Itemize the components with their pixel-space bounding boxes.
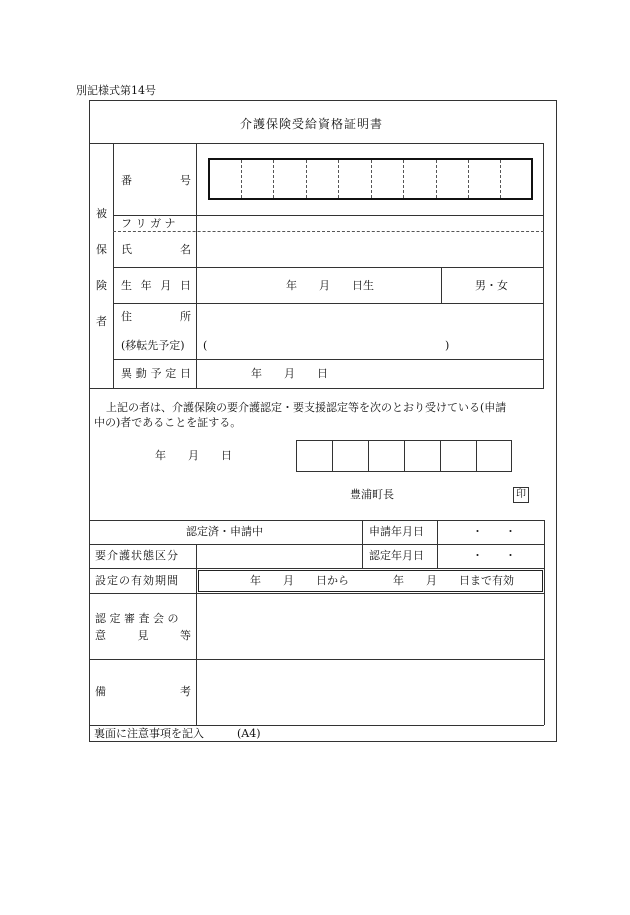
remarks-label: 備 考 <box>95 685 191 698</box>
move-date-label: 異 動 予 定 日 <box>121 367 191 380</box>
status-certified-applying[interactable]: 認定済・申請中 <box>186 525 263 538</box>
relocation-open: ( <box>203 339 208 352</box>
relocation-close: ) <box>445 339 450 352</box>
validity-value[interactable]: 年 月 日から 年 月 日まで有効 <box>250 574 514 587</box>
birthdate-value[interactable]: 年 月 日生 <box>286 279 374 292</box>
application-date-label: 申請年月日 <box>369 525 424 538</box>
review-opinion-label-line2: 意 見 等 <box>95 629 191 642</box>
furigana-input[interactable] <box>198 216 542 230</box>
gender-select[interactable]: 男・女 <box>475 279 508 292</box>
application-date-value[interactable]: ・ ・ <box>472 525 516 538</box>
review-opinion-input[interactable] <box>198 595 542 657</box>
review-opinion-label-line1: 認 定 審 査 会 の <box>95 612 179 625</box>
form-title: 介護保険受給資格証明書 <box>240 117 384 131</box>
name-input[interactable] <box>198 233 542 265</box>
number-label: 番 号 <box>121 174 191 187</box>
validity-label: 設定の有効期間 <box>95 574 179 587</box>
certification-text-line1: 上記の者は、介護保険の要介護認定・要支援認定等を次のとおり受けている(申請 <box>106 401 507 414</box>
care-level-input[interactable] <box>198 545 360 567</box>
issuer-name: 豊浦町長 <box>350 488 394 501</box>
seal-mark: 印 <box>513 487 529 503</box>
insured-label-char: 保 <box>96 243 107 256</box>
furigana-label: フ リ ガ ナ <box>121 217 176 230</box>
move-date-value[interactable]: 年 月 日 <box>251 367 328 380</box>
address-input[interactable] <box>198 305 542 357</box>
insured-label-char: 被 <box>96 207 107 220</box>
name-label: 氏 名 <box>121 243 191 256</box>
certification-text-line2: 中の)者であることを証する。 <box>94 416 242 429</box>
insured-label-char: 者 <box>96 315 107 328</box>
relocation-label: (移転先予定) <box>121 339 185 352</box>
care-level-label: 要介護状態区分 <box>95 549 179 562</box>
certified-date-label: 認定年月日 <box>369 549 424 562</box>
furigana-divider <box>113 231 544 232</box>
insured-label-char: 険 <box>96 279 107 292</box>
certification-date[interactable]: 年 月 日 <box>155 449 232 462</box>
paper-size: (A4) <box>237 727 261 740</box>
birthdate-label: 生 年 月 日 <box>121 279 191 292</box>
form-number: 別記様式第14号 <box>76 84 156 97</box>
address-label: 住 所 <box>121 310 191 323</box>
certified-date-value[interactable]: ・ ・ <box>472 549 516 562</box>
footer-note: 裏面に注意事項を記入 <box>94 727 204 740</box>
remarks-input[interactable] <box>198 661 542 723</box>
